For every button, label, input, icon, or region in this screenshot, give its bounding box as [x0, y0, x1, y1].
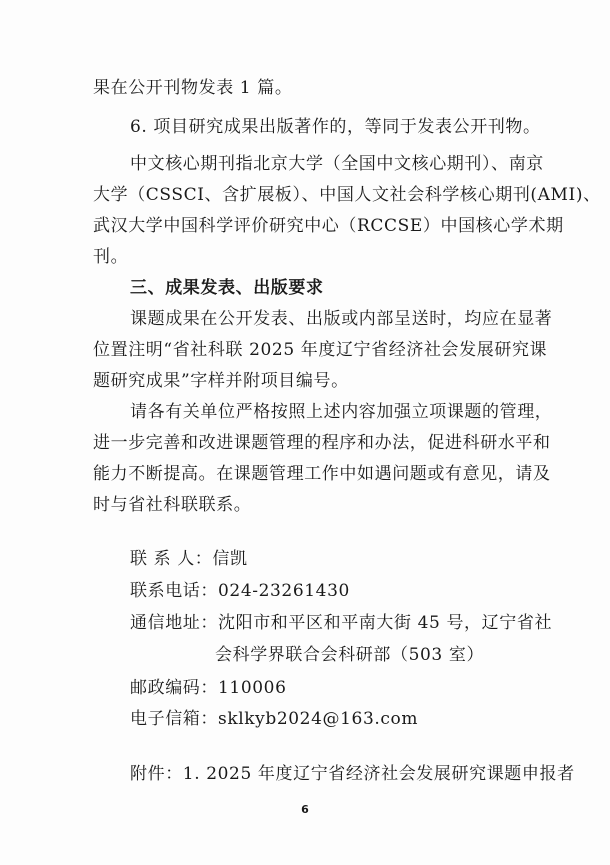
section-heading: 三、成果发表、出版要求 — [130, 278, 324, 298]
paragraph-line: 6. 项目研究成果出版著作的，等同于发表公开刊物。 — [130, 117, 541, 137]
contact-postcode — [130, 677, 287, 699]
contact-email-value: sklkyb2024@163.com — [218, 709, 419, 729]
contact-phone-label: 联系电话： — [130, 581, 218, 601]
paragraph-line: 进一步完善和改进课题管理的程序和办法，促进科研水平和 — [93, 433, 551, 453]
contact-postcode-label: 邮政编码： — [130, 678, 218, 698]
contact-address — [130, 612, 552, 634]
contact-person-value: 信凯 — [212, 549, 248, 569]
paragraph-line: 中文核心期刊指北京大学（全国中文核心期刊）、南京 — [130, 154, 544, 174]
contact-phone-value: 024-23261430 — [218, 581, 350, 601]
paragraph-line: 果在公开刊物发表 1 篇。 — [93, 78, 293, 98]
paragraph-line: 课题成果在公开发表、出版或内部呈送时，均应在显著 — [130, 309, 553, 329]
contact-address-label: 通信地址： — [130, 613, 218, 633]
paragraph-line: 能力不断提高。在课题管理工作中如遇问题或有意见，请及 — [93, 464, 551, 484]
paragraph-line: 题研究成果”字样并附项目编号。 — [93, 371, 349, 391]
contact-address-continued: 会科学界联合会科研部（503 室） — [215, 645, 485, 665]
page-number: 6 — [301, 803, 309, 816]
contact-email — [130, 708, 418, 730]
contact-address-value: 沈阳市和平区和平南大街 45 号，辽宁省社 — [218, 613, 553, 633]
contact-phone — [130, 580, 350, 602]
paragraph-line: 大学（CSSCI、含扩展板）、中国人文社会科学核心期刊(AMI)、 — [93, 185, 601, 205]
contact-postcode-value: 110006 — [218, 678, 287, 698]
attachment-line: 附件：1. 2025 年度辽宁省经济社会发展研究课题申报者 — [130, 764, 575, 784]
contact-person-label: 联 系 人： — [130, 549, 213, 569]
paragraph-line: 时与省社科联联系。 — [93, 495, 252, 515]
contact-email-label: 电子信箱： — [130, 709, 218, 729]
paragraph-line: 刊。 — [93, 247, 129, 267]
paragraph-line: 位置注明“省社科联 2025 年度辽宁省经济社会发展研究课 — [93, 340, 548, 360]
paragraph-line: 请各有关单位严格按照上述内容加强立项课题的管理， — [130, 402, 553, 422]
paragraph-line: 武汉大学中国科学评价研究中心（RCCSE）中国核心学术期 — [93, 216, 564, 236]
contact-person — [130, 548, 248, 570]
